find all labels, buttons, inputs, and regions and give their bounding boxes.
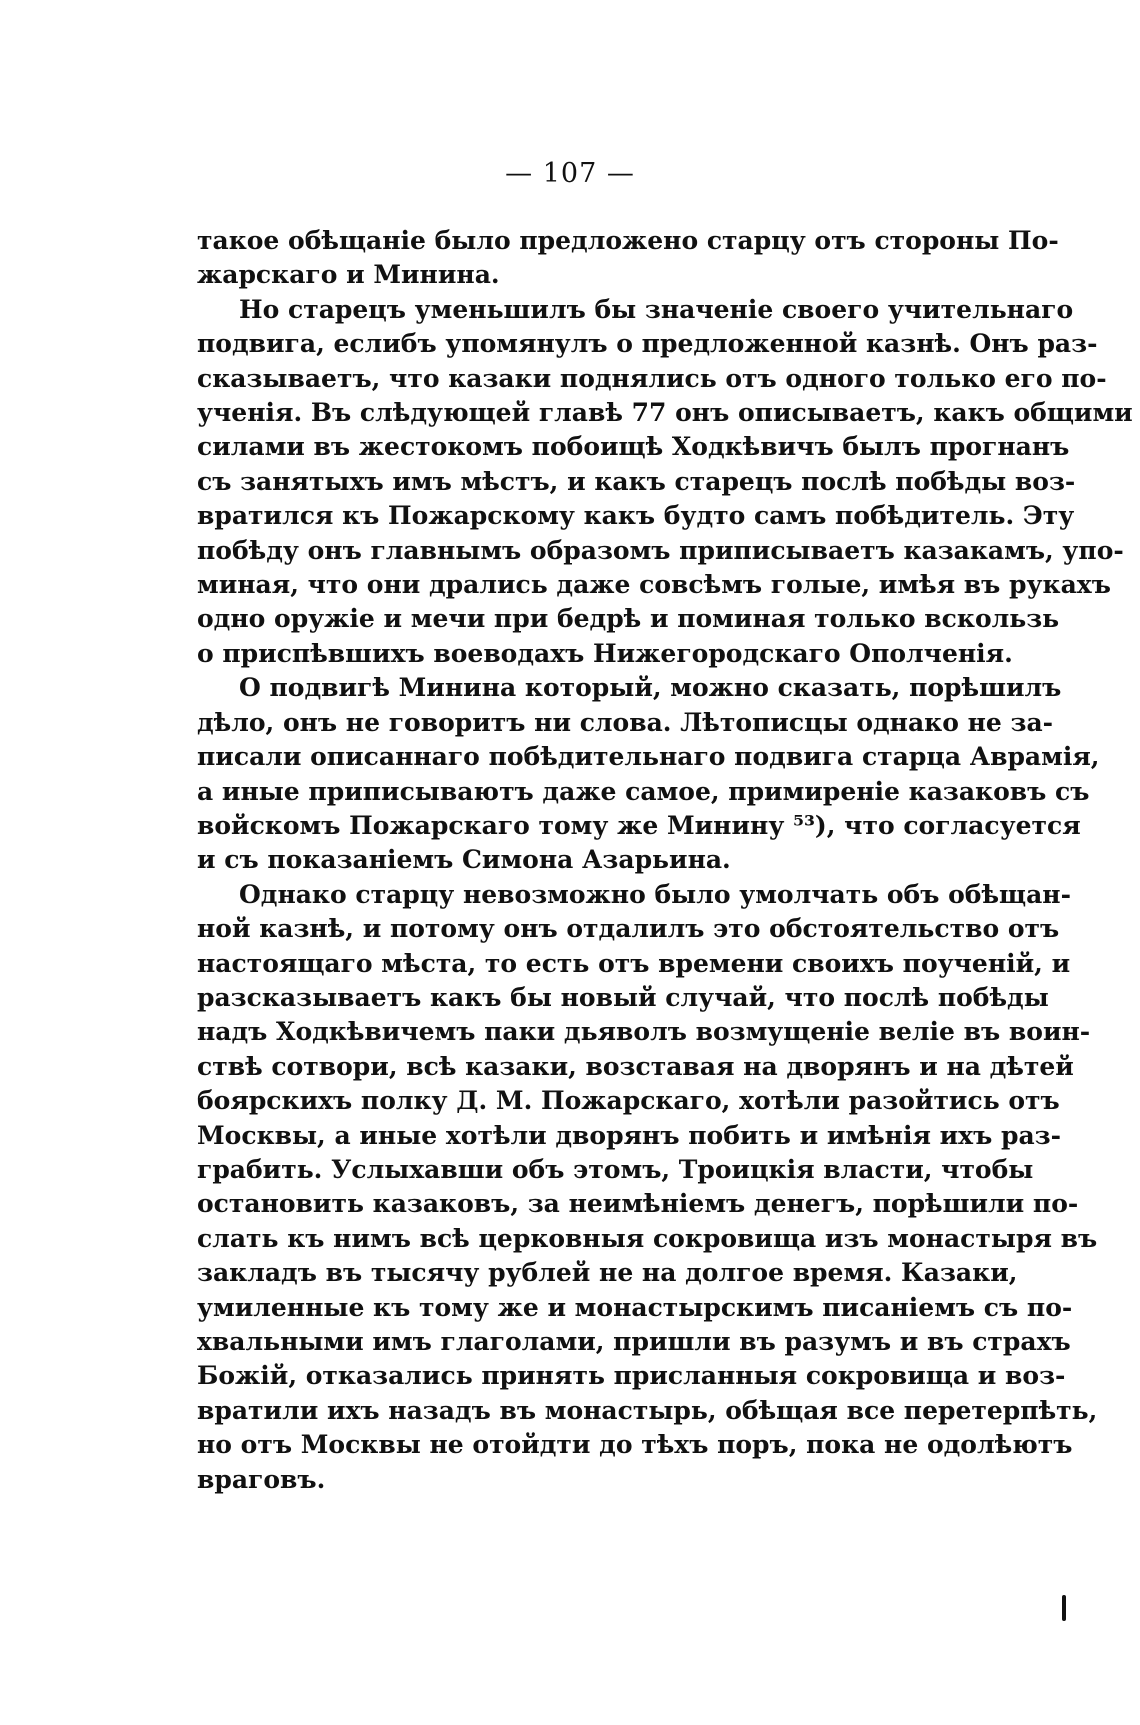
text-line: О подвигѣ Минина который, можно сказать, порѣшилъ — [239, 673, 1062, 703]
text-line: настоящаго мѣста, то есть отъ времени своихъ поученій, и — [197, 948, 1071, 978]
scan-mark — [1062, 1595, 1066, 1621]
text-line: миная, что они дрались даже совсѣмъ голые, имѣя въ рукахъ — [197, 570, 1111, 600]
text-line: ствѣ сотвори, всѣ казаки, возставая на дворянъ и на дѣтей — [197, 1051, 1074, 1081]
text-line: а иные приписываютъ даже самое, примиреніе казаковъ съ — [197, 776, 1090, 806]
text-line: вратился къ Пожарскому какъ будто самъ побѣдитель. Эту — [197, 501, 1075, 531]
text-line: Божій, отказались принять присланныя сокровища и воз- — [197, 1361, 1066, 1391]
text-line: остановить казаковъ, за неимѣніемъ денегъ, порѣшили по- — [197, 1189, 1079, 1219]
text-line: подвига, еслибъ упомянулъ о предложенной казнѣ. Онъ раз- — [197, 329, 1098, 359]
text-line: вратили ихъ назадъ въ монастырь, обѣщая все перетерпѣть, — [197, 1395, 1098, 1425]
page-number: — 107 — — [505, 158, 635, 189]
text-line: надъ Ходкѣвичемъ паки дьяволъ возмущеніе веліе въ воин- — [197, 1017, 1091, 1047]
text-line: дѣло, онъ не говоритъ ни слова. Лѣтописцы однако не за- — [197, 707, 1054, 737]
text-line: о приспѣвшихъ воеводахъ Нижегородскаго Ополченія. — [197, 638, 1013, 668]
text-line: но отъ Москвы не отойдти до тѣхъ поръ, пока не одолѣютъ — [197, 1430, 1073, 1460]
text-line: войскомъ Пожарскаго тому же Минину ⁵³), что согласуется — [197, 810, 1081, 840]
text-line: Но старецъ уменьшилъ бы значеніе своего учительнаго — [239, 294, 1074, 324]
text-line: грабить. Услыхавши объ этомъ, Троицкія власти, чтобы — [197, 1154, 1034, 1184]
text-line: хвальными имъ глаголами, пришли въ разумъ и въ страхъ — [197, 1327, 1071, 1356]
text-line: жарскаго и Минина. — [197, 260, 500, 290]
text-line: боярскихъ полку Д. М. Пожарскаго, хотѣли разойтись отъ — [197, 1086, 1060, 1116]
text-line: закладъ въ тысячу рублей не на долгое время. Казаки, — [197, 1258, 1018, 1288]
text-line: писали описаннаго побѣдительнаго подвига старца Аврамія, — [197, 742, 1100, 772]
text-line: силами въ жестокомъ побоищѣ Ходкѣвичъ былъ прогнанъ — [197, 432, 1070, 462]
body-text — [197, 224, 1133, 1497]
text-line: ной казнѣ, и потому онъ отдалилъ это обстоятельство отъ — [197, 914, 1060, 944]
text-line: и съ показаніемъ Симона Азарьина. — [197, 845, 731, 875]
text-line: умиленные къ тому же и монастырскимъ писаніемъ съ по- — [197, 1292, 1073, 1322]
text-line: враговъ. — [197, 1464, 326, 1494]
text-line: слать къ нимъ всѣ церковныя сокровища изъ монастыря въ — [197, 1223, 1098, 1253]
text-line: сказываетъ, что казаки поднялись отъ одного только его по- — [197, 363, 1107, 393]
text-line: побѣду онъ главнымъ образомъ приписываетъ казакамъ, упо- — [197, 535, 1124, 565]
text-line: съ занятыхъ имъ мѣстъ, и какъ старецъ послѣ побѣды воз- — [197, 466, 1076, 496]
text-line: Однако старцу невозможно было умолчать объ обѣщан- — [239, 879, 1071, 909]
text-line: ученія. Въ слѣдующей главѣ 77 онъ описываетъ, какъ общими — [197, 398, 1133, 428]
text-line: одно оружіе и мечи при бедрѣ и поминая только вскользь — [197, 604, 1060, 634]
text-line: такое обѣщаніе было предложено старцу отъ стороны По- — [197, 226, 1059, 255]
text-line: разсказываетъ какъ бы новый случай, что послѣ побѣды — [197, 982, 1049, 1012]
text-line: Москвы, а иные хотѣли дворянъ побить и имѣнія ихъ раз- — [197, 1120, 1061, 1150]
